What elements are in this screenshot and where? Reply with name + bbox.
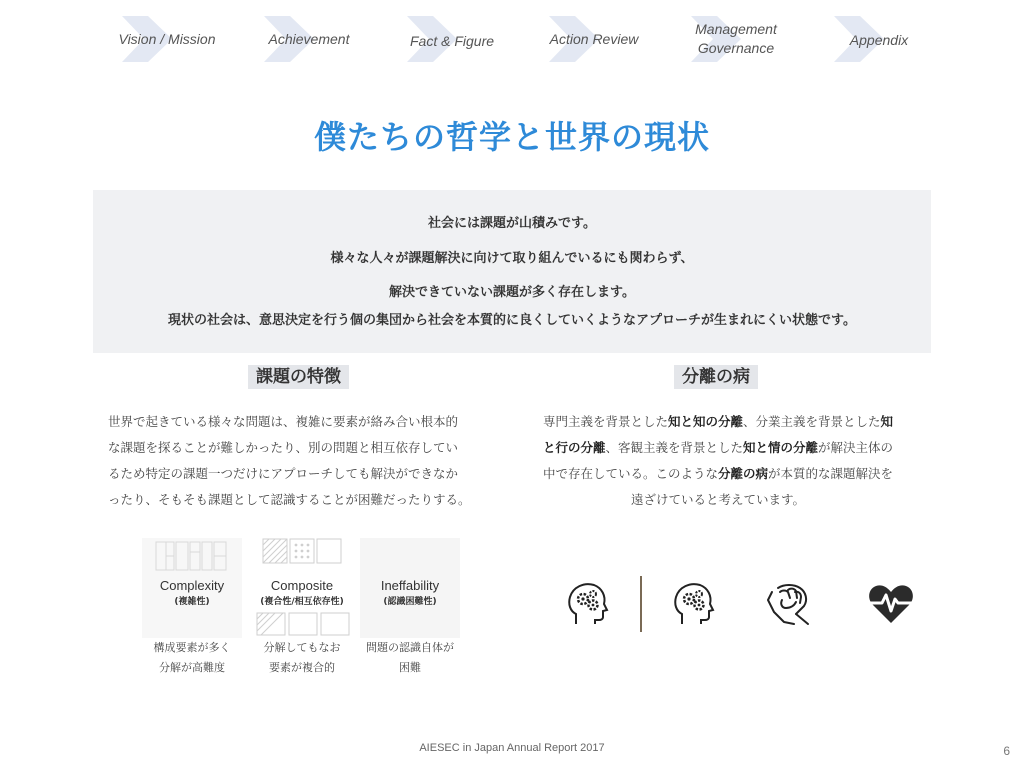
section-heading-issues: 課題の特徴 bbox=[248, 365, 349, 389]
head-gears-icon bbox=[668, 578, 718, 628]
card-desc-line: 分解してもなお bbox=[263, 641, 341, 654]
nav-vision-mission[interactable] bbox=[92, 14, 242, 64]
nav-label: Achievement bbox=[268, 31, 350, 47]
nav-label-line1: Management bbox=[695, 21, 777, 37]
card-desc-line: 分解が高難度 bbox=[159, 661, 225, 674]
footer: AIESEC in Japan Annual Report 2017 bbox=[419, 742, 605, 754]
nav-appendix[interactable] bbox=[804, 14, 954, 64]
icon-divider bbox=[640, 576, 642, 632]
issues-line: るため特定の課題一つだけにアプローチしても解決ができなか bbox=[108, 466, 459, 481]
fist-icon bbox=[764, 578, 814, 628]
card-title: Complexity bbox=[159, 578, 225, 593]
head-gears-icon bbox=[562, 578, 612, 628]
nav-fact-figure[interactable] bbox=[377, 14, 527, 64]
issues-line: 世界で起きている様々な問題は、複雑に要素が絡み合い根本的 bbox=[108, 414, 459, 429]
card-title: Composite bbox=[270, 578, 334, 593]
card-title: Ineffability bbox=[380, 578, 440, 593]
nav-action-review[interactable] bbox=[519, 14, 669, 64]
composite-pattern-lower bbox=[256, 612, 350, 636]
nav-label: Fact & Figure bbox=[409, 33, 495, 49]
composite-pattern bbox=[262, 538, 342, 564]
card-subtitle: (複合性/相互依存性) bbox=[260, 597, 344, 607]
summary-line: 解決できていない課題が多く存在します。 bbox=[389, 285, 635, 300]
nav-management-governance[interactable] bbox=[661, 14, 811, 64]
summary-box bbox=[93, 190, 931, 353]
heartbeat-icon bbox=[866, 578, 916, 628]
nav-achievement[interactable] bbox=[234, 14, 384, 64]
card-subtitle: (認識困難性) bbox=[383, 597, 437, 607]
summary-line: 様々な人々が課題解決に向けて取り組んでいるにも関わらず、 bbox=[330, 251, 694, 266]
nav-label: Appendix bbox=[849, 32, 909, 48]
separation-paragraph bbox=[508, 409, 928, 513]
summary-line: 社会には課題が山積みです。 bbox=[428, 216, 596, 231]
card-desc-line: 困難 bbox=[399, 661, 421, 674]
separation-line-4: 遠ざけていると考えています。 bbox=[630, 492, 805, 507]
section-heading-separation: 分離の病 bbox=[674, 365, 758, 389]
page-number: 6 bbox=[1003, 744, 1010, 758]
card-desc-line: 要素が複合的 bbox=[269, 661, 335, 674]
separation-line-2: と行の分離、客観主義を背景とした知と情の分離が解決主体の bbox=[542, 440, 894, 455]
nav-label: Action Review bbox=[549, 31, 639, 47]
issues-paragraph bbox=[108, 409, 508, 513]
nav-label-line2: Governance bbox=[697, 40, 775, 56]
summary-line: 現状の社会は、意思決定を行う個の集団から社会を本質的に良くしていくようなアプローチが生まれにくい状態です。 bbox=[168, 313, 856, 328]
separation-line-3: 中で存在している。このような分離の病が本質的な課題解決を bbox=[542, 466, 894, 481]
card-desc-line: 構成要素が多く bbox=[153, 641, 231, 654]
card-description bbox=[340, 638, 480, 678]
issues-line: ったり、そもそも課題として認識することが困難だったりする。 bbox=[108, 492, 471, 507]
card-subtitle: (複雑性) bbox=[174, 597, 210, 607]
nav-label: Vision / Mission bbox=[118, 31, 216, 47]
issues-line: な課題を探ることが難しかったり、別の問題と相互依存してい bbox=[108, 440, 459, 455]
page-title: 僕たちの哲学と世界の現状 bbox=[313, 118, 710, 156]
separation-line-1: 専門主義を背景とした知と知の分離、分業主義を背景とした知 bbox=[542, 414, 894, 429]
card-desc-line: 問題の認識自体が bbox=[366, 641, 454, 654]
